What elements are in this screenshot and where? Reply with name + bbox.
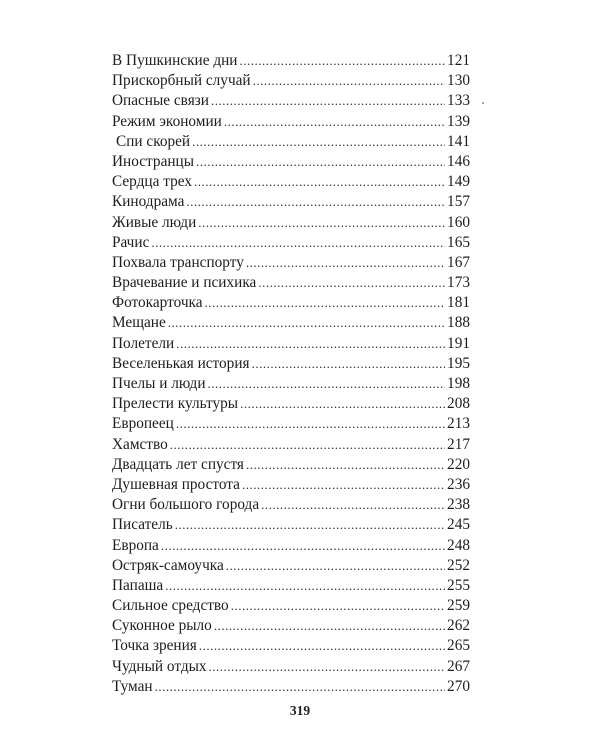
toc-entry-page: 259 xyxy=(447,597,470,615)
toc-dot-leader xyxy=(261,495,445,515)
toc-entry xyxy=(112,515,470,535)
toc-entry xyxy=(112,414,470,434)
toc-entry-page: 213 xyxy=(447,415,470,433)
toc-dot-leader xyxy=(226,556,445,576)
toc-entry-title: Иностранцы xyxy=(112,152,195,170)
page-number: 319 xyxy=(289,703,311,718)
toc-dot-leader xyxy=(205,293,446,313)
toc-dot-leader xyxy=(246,253,445,273)
toc-entry xyxy=(112,253,470,273)
toc-entry xyxy=(112,536,470,556)
toc-entry-title: Пчелы и люди xyxy=(112,375,206,392)
toc-entry-page: 160 xyxy=(447,213,470,231)
toc-entry-title: Душевная простота xyxy=(112,475,240,493)
toc-dot-leader xyxy=(170,435,445,455)
toc-entry-page: 267 xyxy=(447,657,470,675)
toc-dot-leader xyxy=(196,152,445,172)
toc-entry-page: 121 xyxy=(447,52,470,69)
toc-entry-title: Огни большого города xyxy=(112,496,260,514)
toc-entry-page: 130 xyxy=(447,72,470,90)
toc-dot-leader xyxy=(252,354,445,374)
toc-entry-page: 149 xyxy=(447,173,470,191)
toc-entry xyxy=(112,172,470,192)
toc-entry-title: Живые люди xyxy=(112,213,197,231)
toc-entry xyxy=(112,273,470,293)
toc-entry xyxy=(112,677,470,697)
toc-entry-title: Сильное средство xyxy=(112,597,229,615)
toc-dot-leader xyxy=(224,112,445,132)
toc-entry-page: 245 xyxy=(447,516,470,534)
toc-entry xyxy=(112,354,470,374)
toc-dot-leader xyxy=(209,657,446,677)
toc-entry-title: Спи скорей xyxy=(116,132,191,150)
toc-entry-page: 248 xyxy=(447,536,470,554)
toc-entry-page: 217 xyxy=(447,435,470,453)
toc-dot-leader xyxy=(186,192,445,212)
toc-entry-page: 191 xyxy=(447,334,470,352)
toc-dot-leader xyxy=(194,172,445,192)
toc-entry xyxy=(112,192,470,212)
toc-entry-title: Туман xyxy=(112,677,153,695)
toc-dot-leader xyxy=(175,515,445,535)
toc-dot-leader xyxy=(199,636,445,656)
toc-dot-leader xyxy=(246,455,445,475)
toc-entry-title: Фотокарточка xyxy=(112,294,203,312)
toc-entry-title: В Пушкинские дни xyxy=(112,52,238,69)
toc-entry-page: 188 xyxy=(447,314,470,332)
toc-entry-page: 220 xyxy=(447,455,470,473)
toc-entry xyxy=(112,556,470,576)
toc-entry-title: Европеец xyxy=(112,415,174,433)
print-speck xyxy=(482,102,484,104)
toc-entry xyxy=(112,152,470,172)
toc-entry-title: Мещане xyxy=(112,314,166,332)
toc-entry-page: 173 xyxy=(447,274,470,292)
toc-entry-title: Остряк-самоучка xyxy=(112,556,224,574)
toc-entry-title: Папаша xyxy=(112,576,164,594)
toc-entry-title: Чудный отдых xyxy=(112,657,207,675)
toc-entry-title: Двадцать лет спустя xyxy=(112,455,244,473)
toc-entry-title: Хамство xyxy=(112,435,168,453)
toc-entry xyxy=(112,495,470,515)
toc-entry-page: 139 xyxy=(447,112,470,130)
toc-entry-page: 165 xyxy=(447,233,470,251)
toc-dot-leader xyxy=(231,596,445,616)
toc-entry xyxy=(112,313,470,333)
toc-entry-title: Суконное рыло xyxy=(112,617,212,635)
toc-dot-leader xyxy=(211,91,445,111)
toc-entry-page: 133 xyxy=(447,92,470,110)
toc-dot-leader xyxy=(242,475,445,495)
toc-dot-leader xyxy=(176,334,445,354)
toc-entry xyxy=(112,455,470,475)
toc-dot-leader xyxy=(155,677,445,697)
toc-entry-page: 141 xyxy=(447,132,470,150)
toc-entry-page: 157 xyxy=(447,193,470,211)
toc-entry-title: Полетели xyxy=(112,334,175,352)
toc-entry xyxy=(112,576,470,596)
toc-dot-leader xyxy=(198,213,445,233)
toc-entry xyxy=(112,435,470,455)
toc-entry xyxy=(112,596,470,616)
toc-dot-leader xyxy=(151,233,445,253)
toc-dot-leader xyxy=(239,51,445,71)
toc-entry xyxy=(112,394,470,414)
toc-entry xyxy=(112,374,470,394)
toc-entry xyxy=(112,636,470,656)
toc-entry-page: 265 xyxy=(447,637,470,655)
toc-entry-title: Сердца трех xyxy=(112,173,192,191)
toc-entry-page: 270 xyxy=(447,677,470,695)
toc-entry-page: 208 xyxy=(447,395,470,413)
toc-entry xyxy=(112,132,470,152)
toc-dot-leader xyxy=(161,536,445,556)
toc-entry-page: 236 xyxy=(447,475,470,493)
toc-entry-page: 198 xyxy=(447,375,470,392)
toc-entry-title: Писатель xyxy=(112,516,173,534)
toc-entry-title: Похвала транспорту xyxy=(112,253,244,271)
toc-dot-leader xyxy=(192,132,445,152)
toc-entry-title: Режим экономии xyxy=(112,112,222,130)
toc-entry-page: 181 xyxy=(447,294,470,312)
toc-entry-page: 252 xyxy=(447,556,470,574)
table-of-contents xyxy=(112,51,470,697)
toc-entry-title: Европа xyxy=(112,536,159,554)
toc-entry xyxy=(112,293,470,313)
toc-dot-leader xyxy=(208,374,446,394)
toc-entry-title: Опасные связи xyxy=(112,92,209,110)
toc-entry-title: Веселенькая история xyxy=(112,354,250,372)
toc-entry xyxy=(112,475,470,495)
toc-entry-title: Кинодрама xyxy=(112,193,185,211)
toc-entry-title: Прискорбный случай xyxy=(112,72,251,90)
toc-entry xyxy=(112,334,470,354)
toc-entry xyxy=(112,657,470,677)
toc-dot-leader xyxy=(253,71,445,91)
toc-entry xyxy=(112,71,470,91)
toc-entry xyxy=(112,112,470,132)
toc-dot-leader xyxy=(258,273,445,293)
toc-entry xyxy=(112,213,470,233)
toc-dot-leader xyxy=(176,414,445,434)
toc-entry-page: 262 xyxy=(447,617,470,635)
toc-entry-page: 195 xyxy=(447,354,470,372)
toc-entry xyxy=(112,91,470,111)
toc-entry-title: Точка зрения xyxy=(112,637,197,655)
toc-entry-title: Рачис xyxy=(112,233,150,251)
toc-entry-page: 146 xyxy=(447,152,470,170)
toc-entry-page: 167 xyxy=(447,253,470,271)
toc-entry xyxy=(112,233,470,253)
toc-dot-leader xyxy=(165,576,445,596)
toc-entry xyxy=(112,616,470,636)
toc-dot-leader xyxy=(240,394,445,414)
toc-entry-title: Прелести культуры xyxy=(112,395,239,413)
toc-entry-page: 238 xyxy=(447,496,470,514)
toc-dot-leader xyxy=(168,313,445,333)
toc-dot-leader xyxy=(214,616,445,636)
toc-entry-page: 255 xyxy=(447,576,470,594)
toc-entry-title: Врачевание и психика xyxy=(112,274,257,292)
toc-entry xyxy=(112,51,470,71)
